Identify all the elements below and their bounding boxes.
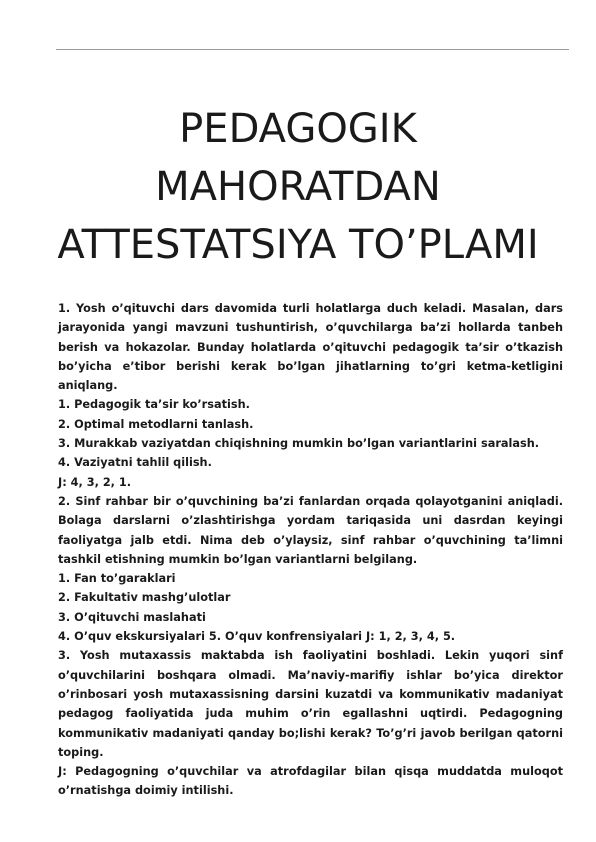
document-body xyxy=(58,299,563,801)
top-rule xyxy=(56,49,569,50)
q2-option-2: 2. Fakultativ mashg’ulotlar xyxy=(58,591,231,605)
q1-option-3: 3. Murakkab vaziyatdan chiqishning mumkin bo’lgan variantlarini saralash. xyxy=(58,437,540,451)
q3-answer: J: Pedagogning o’quvchilar va atrofdagilar bilan qisqa muddatda muloqot o’rnatishga doimiy intilishi. xyxy=(58,765,563,798)
question-1: 1. Yosh o’qituvchi dars davomida turli holatlarga duch keladi. Masalan, dars jarayonida yangi mavzuni tushuntirish, o’quvchilarga ba’zi hollarda tanbeh berish va hokazolar. Bunday holatlarda o’qituvchi pedagogik ta’sir o’tkazish bo’yicha e’tibor berishi kerak bo’lgan jihatlarning to’gri ketma-ketligini aniqlang. xyxy=(58,302,563,393)
title-line-1: PEDAGOGIK xyxy=(179,106,417,152)
question-3: 3. Yosh mutaxassis maktabda ish faoliyatini boshladi. Lekin yuqori sinf o’quvchilarini boshqara olmadi. Ma’naviy-marifiy ishlar bo’yica direktor o’rinbosari yosh mutaxassisning darsini kuzatdi va kommunikativ madaniyat pedagog faoliyatida juda muhim o’rin egallashni uqtirdi. Pedagogning kommunikativ madaniyati qanday bo;lishi kerak? To’g’ri javob berilgan qatorni toping. xyxy=(58,649,563,759)
q2-option-3: 3. O’qituvchi maslahati xyxy=(58,610,206,624)
q1-option-2: 2. Optimal metodlarni tanlash. xyxy=(58,417,254,431)
q2-option-4: 4. O’quv ekskursiyalari 5. O’quv konfrensiyalari J: 1, 2, 3, 4, 5. xyxy=(58,630,456,644)
q1-answer: J: 4, 3, 2, 1. xyxy=(58,475,132,489)
q1-option-4: 4. Vaziyatni tahlil qilish. xyxy=(58,456,212,470)
title-line-2: MAHORATDAN xyxy=(155,164,441,210)
q1-option-1: 1. Pedagogik ta’sir ko’rsatish. xyxy=(58,398,250,412)
document-title xyxy=(40,100,556,274)
title-line-3: ATTESTATSIYA TO’PLAMI xyxy=(57,222,539,268)
question-2: 2. Sinf rahbar bir o’quvchining ba’zi fanlardan orqada qolayotganini aniqladi. Bolaga darslarni o’zlashtirishga yordam tariqasida uni dasrdan keyingi faoliyatga jalb etdi. Nima deb o’ylaysiz, sinf rahbar o’quvchining ta’limni tashkil etishning mumkin bo’lgan variantlarni belgilang. xyxy=(58,494,563,566)
q2-option-1: 1. Fan to’garaklari xyxy=(58,572,176,586)
